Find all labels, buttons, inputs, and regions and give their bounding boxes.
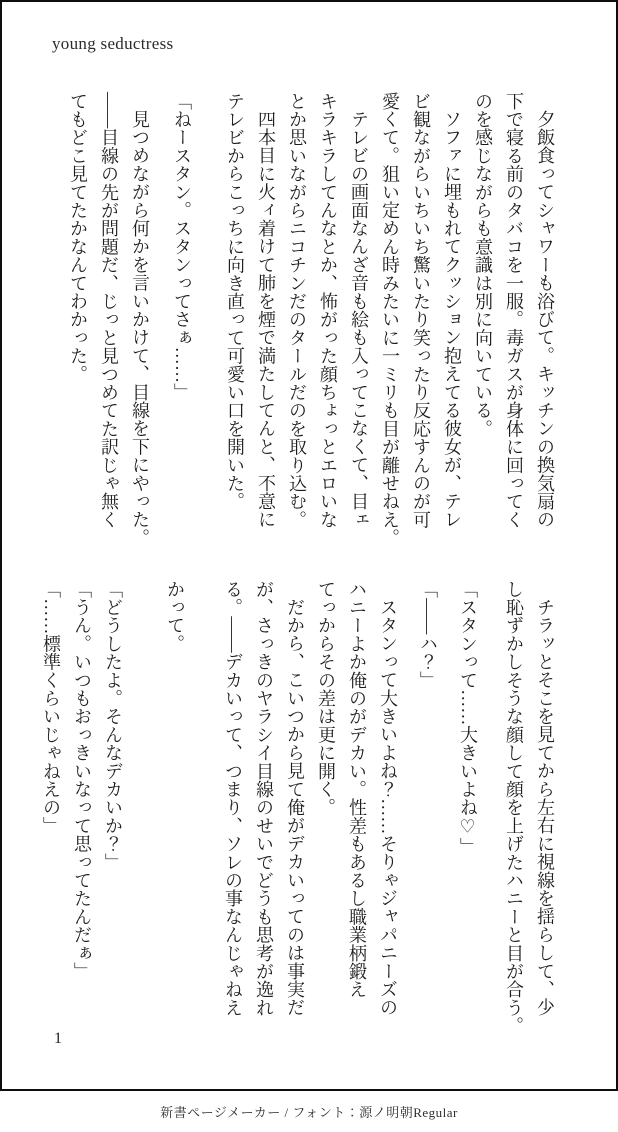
- text-column: てもどこ見てたかなんてわかった。: [68, 92, 88, 384]
- text-column: し恥ずかしそうな顔して顔を上げたハニーと目が合う。: [504, 580, 524, 1035]
- text-column: 見つめながら何かを言いかけて、目線を下にやった。: [130, 110, 150, 547]
- text-column: 「――ハ？」: [418, 580, 438, 690]
- text-column: ソファに埋もれてクッション抱えてる彼女が、テレ: [442, 110, 462, 529]
- text-column: 「スタンって……大きいよね♡」: [458, 580, 478, 856]
- text-column: 「ねースタン。スタンってさぁ……」: [172, 92, 192, 402]
- text-column: る。――デカいって、つまり、ソレの事なんじゃねえ: [223, 580, 243, 1017]
- page-title: young seductress: [52, 34, 174, 53]
- text-column: テレビの画面なんざ音も絵も入ってこなくて、目ェ: [349, 110, 369, 529]
- text-column: 「どうしたよ。そんなデカいか？」: [103, 580, 123, 872]
- text-column: かって。: [165, 580, 185, 653]
- text-column: 愛くて。狙い定めん時みたいに一ミリも目が離せねえ。: [380, 92, 400, 547]
- text-column: チラッとそこを見てから左右に視線を揺らして、少: [535, 598, 555, 1017]
- footer-credit: 新書ページメーカー / フォント：源ノ明朝Regular: [0, 1091, 618, 1132]
- text-column: 「……標準くらいじゃねえの」: [41, 580, 61, 835]
- page-number: 1: [54, 1030, 62, 1047]
- text-column: ビ観ながらいちいち驚いたり笑ったり反応すんのが可: [411, 92, 431, 529]
- text-column: のを感じながらも意識は別に向いている。: [473, 92, 493, 438]
- text-column: キラキラしてんなとか、怖がった顔ちょっとエロいな: [318, 92, 338, 529]
- text-column: が、さっきのヤラシイ目線のせいでどうも思考が逸れ: [254, 580, 274, 1017]
- text-column: 「うん。いつもおっきいなって思ってたんだぁ」: [72, 580, 92, 981]
- text-column: テレビからこっちに向き直って可愛い口を開いた。: [225, 92, 245, 511]
- text-column: ハニーよか俺のがデカい。性差もあるし職業柄鍛え: [347, 580, 367, 999]
- vertical-text-tier-lower: [35, 580, 560, 1035]
- text-column: 四本目に火ィ着けて肺を煙で満たしてんと、不意に: [256, 110, 276, 529]
- text-column: だから、こいつから見て俺がデカいってのは事実だ: [285, 598, 305, 1017]
- text-column: てっからその差は更に開く。: [316, 580, 336, 817]
- vertical-text-tier-upper: [62, 92, 560, 547]
- text-column: とか思いながらニコチンだのタールだのを取り込む。: [287, 92, 307, 529]
- text-column: 下で寝る前のタバコを一服。毒ガスが身体に回ってく: [504, 92, 524, 529]
- text-column: ――目線の先が問題だ、じっと見つめてた訳じゃ無く: [99, 92, 119, 529]
- text-column: スタンって大きいよね？……そりゃジャパニーズの: [378, 598, 398, 1017]
- text-column: 夕飯食ってシャワーも浴びて。キッチンの換気扇の: [535, 110, 555, 529]
